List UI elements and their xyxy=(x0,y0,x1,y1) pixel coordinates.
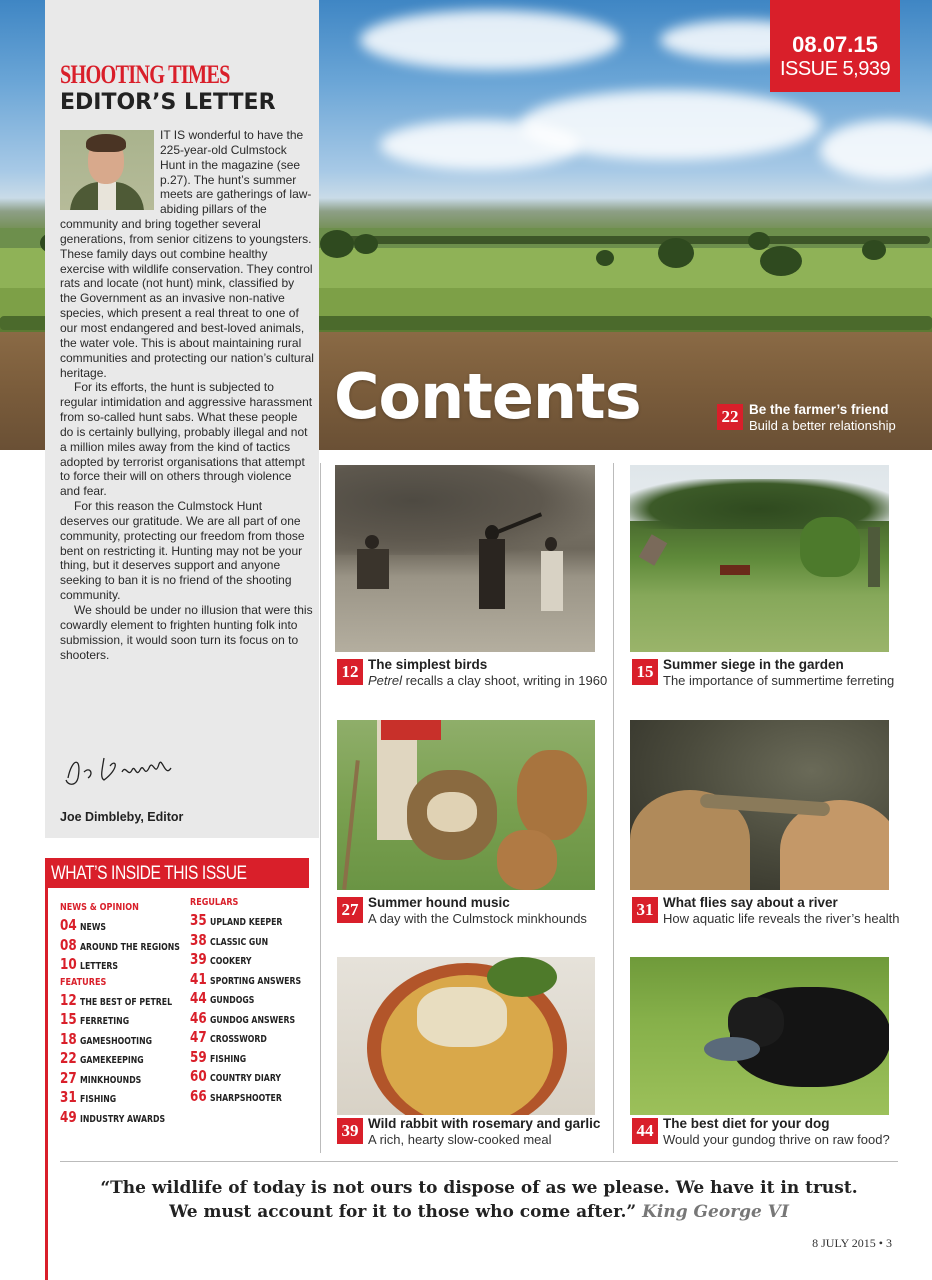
category-label: FEATURES xyxy=(60,976,107,988)
quote-line: “The wildlife of today is not ours to dispose of as we please. We have it in trust. xyxy=(100,1178,858,1198)
page-number-badge: 15 xyxy=(632,659,658,685)
letter-paragraph: For this reason the Culmstock Hunt deserves our gratitude. We are all part of one community, protecting our freedom from those bent on restricting it. Hunting may not be your thing, but it deserves support and anyone seeking to ban it is no friend of the shooting community. xyxy=(60,499,305,603)
inside-item[interactable]: 38 CLASSIC GUN xyxy=(190,930,269,949)
letter-paragraph: For its efforts, the hunt is subjected to regular intimidation and aggressive harassment from so-called hunt sabs. What these people do is certainly bullying, probably illegal and not a million miles away from the kind of tactics adopted by terrorist organisations that attempt to force their will on others through violence and fear. xyxy=(60,380,313,499)
inside-item[interactable]: 47 CROSSWORD xyxy=(190,1028,267,1046)
editors-letter-heading: EDITOR’S LETTER xyxy=(60,90,276,115)
story-subtitle: How aquatic life reveals the river’s health xyxy=(663,911,900,926)
category-label: NEWS & OPINION xyxy=(60,902,139,913)
story-subtitle: Would your gundog thrive on raw food? xyxy=(663,1132,890,1147)
masthead-logo: SHOOTING TIMES xyxy=(60,60,230,89)
story-caption[interactable] xyxy=(632,1116,890,1148)
story-caption[interactable] xyxy=(337,657,607,689)
story-caption[interactable] xyxy=(337,895,587,927)
inside-item[interactable]: 22 GAMEKEEPING xyxy=(60,1049,144,1067)
contents-title: Contents xyxy=(334,360,641,433)
inside-item[interactable]: 59 FISHING xyxy=(190,1047,247,1066)
page-folio: 8 JULY 2015 • 3 xyxy=(812,1236,892,1250)
story-subtitle: A rich, hearty slow-cooked meal xyxy=(368,1132,552,1147)
story-title: What flies say about a river xyxy=(663,895,838,910)
inside-item[interactable]: 15 FERRETING xyxy=(60,1010,130,1028)
hero-teaser[interactable] xyxy=(717,402,896,434)
editor-signoff: Joe Dimbleby, Editor xyxy=(60,810,184,824)
page-number-badge: 22 xyxy=(717,404,743,430)
inside-item[interactable]: 31 FISHING xyxy=(60,1088,117,1106)
editors-letter-panel xyxy=(45,0,319,838)
inside-item[interactable]: 66 SHARPSHOOTER xyxy=(190,1086,282,1105)
letter-paragraph: IT IS wonderful to have the 225-year-old Culmstock Hunt in the magazine (see p.27). The hunt’s summer meets are gatherings of law-abiding pillars of the community and bring together several generations, from senior citizens to youngsters. These family days out combine healthy exercise with wildlife conservation. They control rats and locate (not hunt) mink, classified by the Government as an invasive non-native species, which present a real threat to one of our most endangered and best-loved animals, the water vole. This is about maintaining rural communities and protecting our nation’s cultural heritage. xyxy=(60,128,314,380)
inside-item[interactable]: 10 LETTERS xyxy=(60,955,119,973)
story-photo-labrador[interactable] xyxy=(630,957,889,1115)
teaser-subtitle: Build a better relationship xyxy=(749,418,896,433)
page-number-badge: 31 xyxy=(632,897,658,923)
quote-attribution: King George VI xyxy=(642,1202,789,1222)
story-title: Wild rabbit with rosemary and garlic xyxy=(368,1116,601,1131)
issue-number: ISSUE 5,939 xyxy=(779,58,891,80)
inside-item[interactable]: 39 COOKERY xyxy=(190,950,252,968)
story-title: Summer hound music xyxy=(368,895,510,910)
page-number-badge: 27 xyxy=(337,897,363,923)
inside-item[interactable]: 60 COUNTRY DIARY xyxy=(190,1067,282,1085)
story-title: The simplest birds xyxy=(368,657,488,672)
inside-item[interactable]: 18 GAMESHOOTING xyxy=(60,1029,153,1048)
inside-item[interactable]: 41 SPORTING ANSWERS xyxy=(190,969,302,988)
story-subtitle: The importance of summertime ferreting xyxy=(663,673,895,688)
column-divider xyxy=(613,463,614,1153)
editors-letter-body xyxy=(60,128,314,662)
quote-divider xyxy=(60,1161,898,1162)
page-number-badge: 44 xyxy=(632,1118,658,1144)
story-caption[interactable] xyxy=(337,1116,600,1148)
inside-item[interactable]: 04 NEWS xyxy=(60,916,107,934)
letter-paragraph: We should be under no illusion that were this cowardly element to frighten hunting folk into submission, it would soon turn its focus on to shooters. xyxy=(60,603,313,662)
story-title: Summer siege in the garden xyxy=(663,657,844,672)
story-photo-minkhounds[interactable] xyxy=(337,720,595,890)
category-label: REGULARS xyxy=(190,897,239,908)
story-subtitle: Petrel recalls a clay shoot, writing in 1960 xyxy=(368,673,608,688)
inside-list-right xyxy=(190,895,321,1106)
story-photo-garden-ferreting[interactable] xyxy=(630,465,889,652)
story-caption[interactable] xyxy=(632,657,894,689)
inside-list-left xyxy=(60,900,202,1127)
issue-badge xyxy=(770,0,900,92)
story-subtitle: A day with the Culmstock minkhounds xyxy=(368,911,587,926)
story-caption[interactable] xyxy=(632,895,900,927)
inside-item[interactable]: 44 GUNDOGS xyxy=(190,989,255,1007)
whats-inside-header: WHAT’S INSIDE THIS ISSUE xyxy=(45,858,309,888)
pull-quote xyxy=(60,1176,898,1224)
story-photo-river-insect[interactable] xyxy=(630,720,889,890)
page-number-badge: 39 xyxy=(337,1118,363,1144)
inside-item[interactable]: 35 UPLAND KEEPER xyxy=(190,911,283,929)
story-title: The best diet for your dog xyxy=(663,1116,830,1131)
inside-item[interactable]: 12 THE BEST OF PETREL xyxy=(60,990,173,1009)
inside-item[interactable]: 49 INDUSTRY AWARDS xyxy=(60,1107,166,1126)
editor-signature xyxy=(60,748,180,790)
page-number-badge: 12 xyxy=(337,659,363,685)
inside-item[interactable]: 08 AROUND THE REGIONS xyxy=(60,935,180,954)
red-rule xyxy=(45,888,48,1280)
story-photo-rabbit-dish[interactable] xyxy=(337,957,595,1115)
quote-line: We must account for it to those who come after.” xyxy=(169,1202,637,1222)
column-divider xyxy=(320,463,321,1153)
teaser-title: Be the farmer’s friend xyxy=(749,402,889,417)
inside-item[interactable]: 46 GUNDOG ANSWERS xyxy=(190,1008,296,1027)
story-photo-clay-shoot[interactable] xyxy=(335,465,595,652)
issue-date: 08.07.15 xyxy=(792,32,878,57)
inside-item[interactable]: 27 MINKHOUNDS xyxy=(60,1068,142,1087)
